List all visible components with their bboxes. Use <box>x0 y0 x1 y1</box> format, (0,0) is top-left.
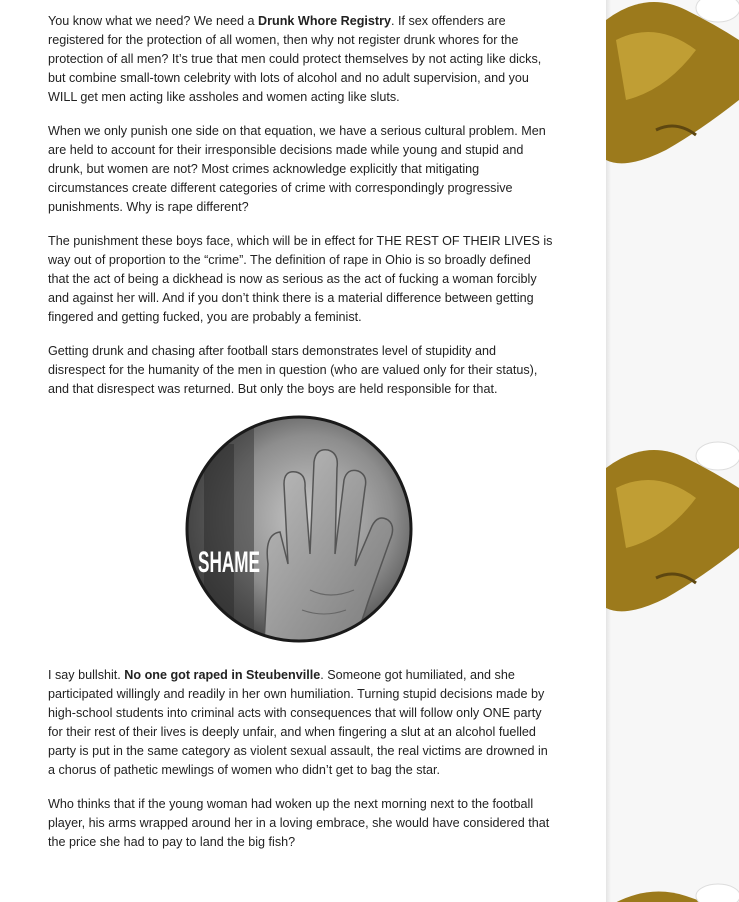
paragraph <box>48 232 553 327</box>
gold-shoe-decoration-icon <box>606 428 739 618</box>
paragraph <box>48 122 553 217</box>
paragraph <box>48 666 553 780</box>
post-paragraphs-bottom <box>48 666 553 852</box>
bold-phrase: Drunk Whore Registry <box>258 14 392 28</box>
paragraph <box>48 795 553 852</box>
shame-hand-image <box>184 414 414 644</box>
gold-shoe-decoration-icon <box>606 878 739 902</box>
text-run: You know what we need? We need a <box>48 14 259 28</box>
text-run: The punishment these boys face, which will be in effect for THE REST OF THEIR LIVES is way out of proportion to the “crime”. The definition of rape in Ohio is so broadly defined that the act of being a dickhead is now as serious as the act of fucking a woman forcibly and against her will. And if you don’t think there is a material difference between getting fingered and getting fucked, you are probably a feminist. <box>48 234 553 324</box>
sidebar-background <box>606 0 739 902</box>
paragraph <box>48 12 553 107</box>
blog-post-body <box>48 12 553 867</box>
bold-phrase: No one got raped in Steubenville <box>124 668 321 682</box>
text-run: When we only punish one side on that equation, we have a serious cultural problem. Men are held to account for their irresponsible decisions made while young and stupid and drunk, but women are not? Most crimes acknowledge explicitly that mitigating circumstances create different categories of crime with correspondingly progressive punishments. Why is rape different? <box>48 124 546 214</box>
text-run: . Someone got humiliated, and she participated willingly and readily in her own humiliation. Turning stupid decisions made by high-school students into criminal acts with consequences that will follow only ONE party for their rest of their lives is deeply unfair, and when fingering a slut at an alcohol fuelled party is put in the same category as violent sexual assault, the real victims are drowned in a chorus of pathetic mewlings of women who didn’t get to bag the star. <box>48 668 548 777</box>
post-paragraphs-top <box>48 12 553 399</box>
shame-caption: SHAME <box>198 546 260 579</box>
text-run: . If sex offenders are registered for the protection of all women, then why not register drunk whores for the protection of all men? It’s true that men could protect themselves by not acting like dicks, but combine small-town celebrity with lots of alcohol and no adult supervision, and you WILL get men acting like assholes and women acting like sluts. <box>48 14 542 104</box>
paragraph <box>48 342 553 399</box>
gold-shoe-decoration-icon <box>606 0 739 170</box>
text-run: Getting drunk and chasing after football stars demonstrates level of stupidity and disrespect for the humanity of the men in question (who are valued only for their status), and that disrespect was returned. But only the boys are held responsible for that. <box>48 344 538 396</box>
text-run: Who thinks that if the young woman had woken up the next morning next to the football player, his arms wrapped around her in a loving embrace, she would have considered that the price she had to pay to land the big fish? <box>48 797 550 849</box>
raised-hand-icon <box>184 414 414 644</box>
text-run: I say bullshit. <box>48 668 125 682</box>
